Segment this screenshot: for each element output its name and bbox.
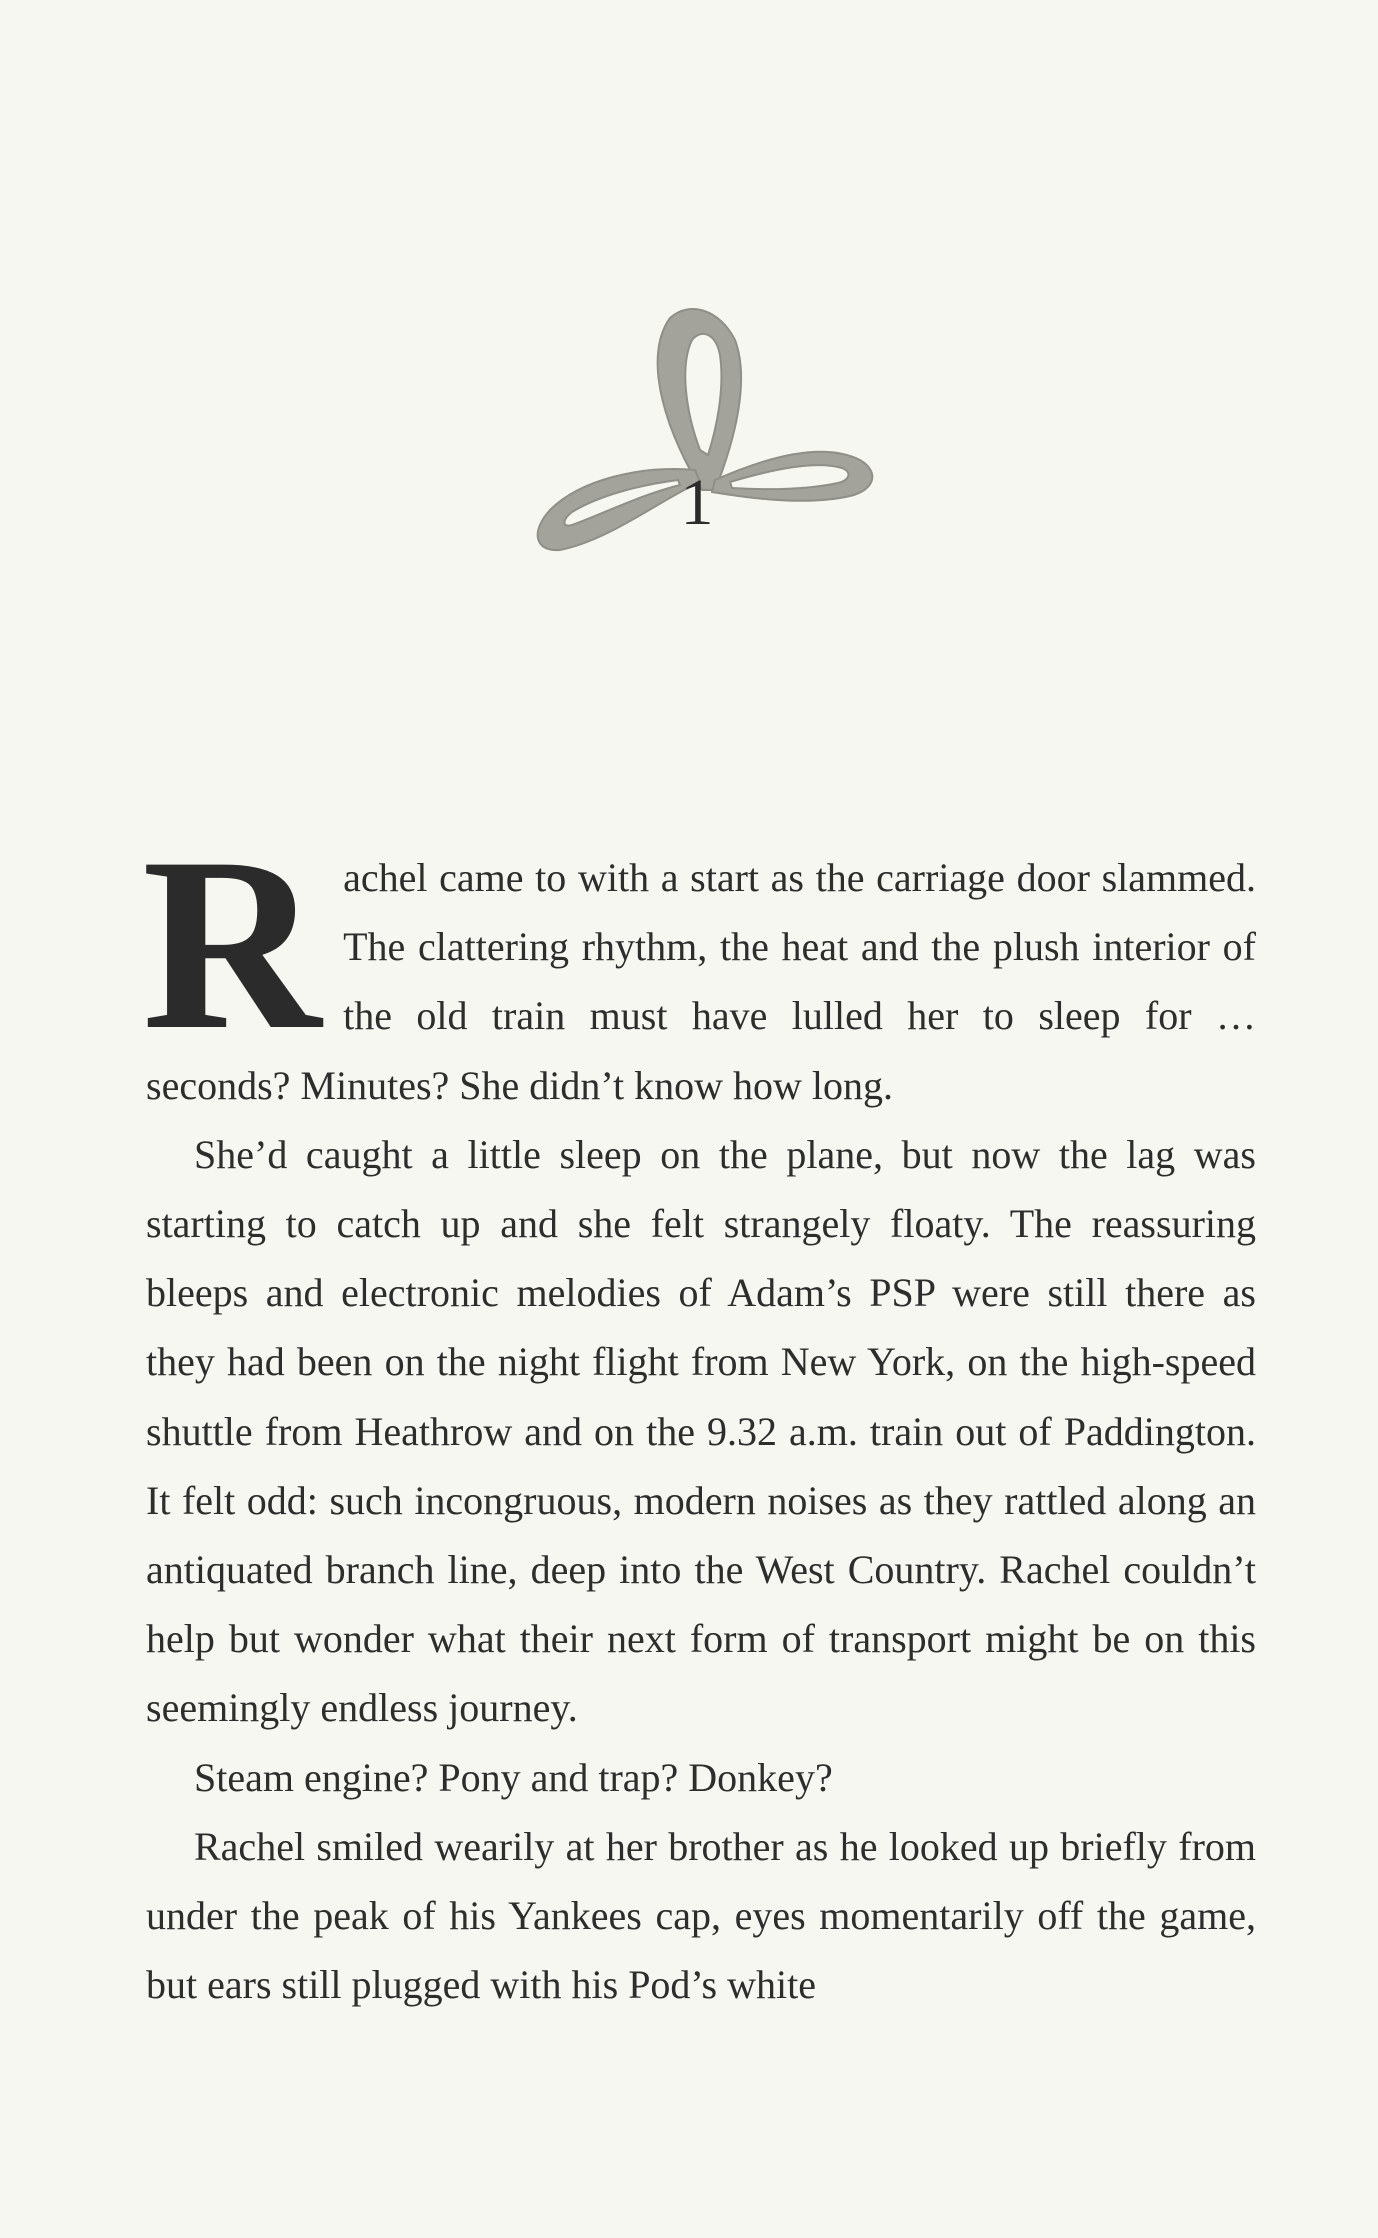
- chapter-number: 1: [680, 466, 714, 539]
- paragraph-4: Rachel smiled wearily at her brother as he looked up briefly from under the peak of his Yankees cap, eyes momentarily off the game, but ears still plugged with his Pod’s white: [146, 1823, 1256, 2008]
- paragraph-2: She’d caught a little sleep on the plane, but now the lag was starting to catch up and she felt strangely floaty. The reassuring bleeps and electronic melodies of Adam’s PSP were still there as they had been on the night flight from New York, on the high-speed shuttle from Heathrow and on the 9.32 a.m. train out of Paddington. It felt odd: such incongruous, modern noises as they rattled along an antiquated branch line, deep into the West Country. Rachel couldn’t help but wonder what their next form of transport might be on this seemingly endless journey.: [146, 1131, 1256, 1731]
- paragraph-1-text: achel came to with a start as the carriage door slammed. The clattering rhythm, the heat and the plush interior of the old train must have lulled her to sleep for … seconds? Minutes? She didn’t know how long.: [146, 855, 1256, 1108]
- paragraph-3: Steam engine? Pony and trap? Donkey?: [194, 1754, 833, 1800]
- body-text: [142, 806, 1256, 2019]
- paragraph-1: [142, 806, 1256, 1120]
- drop-cap: R: [142, 806, 322, 1081]
